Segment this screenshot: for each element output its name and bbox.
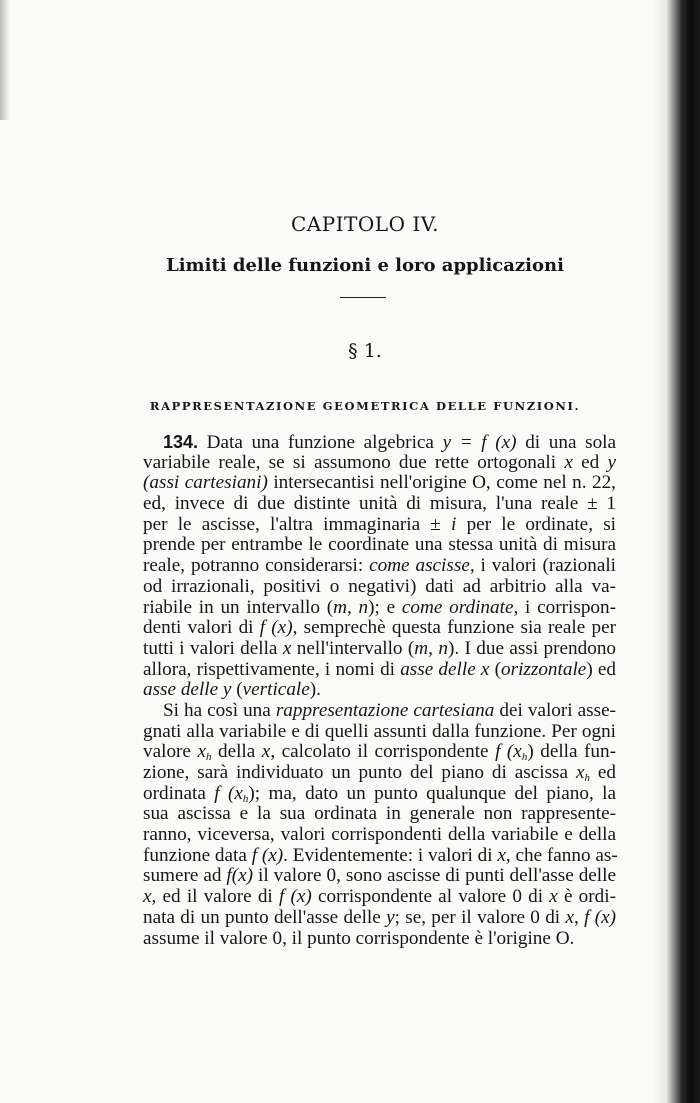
text-segment: intersecantisi nell'origine O, come nel n. 22,	[267, 472, 616, 494]
text-segment: i valori (razionali	[474, 555, 616, 577]
text-line	[143, 577, 616, 598]
text-segment: f (x)	[584, 906, 617, 928]
text-segment: y	[607, 451, 616, 473]
text-segment: ranno, viceversa, valori corrispondenti della variabile e della	[143, 824, 616, 846]
text-segment: x	[282, 637, 292, 659]
text-segment: x	[575, 762, 585, 783]
text-segment: y	[386, 906, 395, 928]
text-line	[143, 680, 616, 701]
text-segment: come ordinate,	[401, 596, 519, 618]
text-segment: x	[549, 886, 558, 908]
text-segment: assume il valore 0, il punto corrispondente è l'origine O.	[143, 927, 575, 949]
text-line	[143, 722, 616, 743]
text-line	[143, 618, 616, 639]
text-segment: per le ascisse, l'altra immaginaria ±	[143, 513, 452, 535]
text-segment: )	[527, 741, 534, 763]
text-segment: , calcolato il corrispondente	[270, 741, 496, 763]
text-segment: ; se, per il valore 0 di	[394, 906, 566, 928]
section-number: § 1.	[348, 340, 382, 362]
text-segment: asse delle x	[400, 658, 490, 680]
text-segment: ).	[309, 679, 321, 701]
text-line	[143, 473, 616, 494]
text-segment: dei valori asse-	[494, 699, 616, 721]
text-segment: rappresentazione cartesiana	[275, 699, 495, 721]
text-segment: . Evidentemente: i valori di	[283, 844, 498, 866]
text-line	[143, 742, 616, 763]
text-segment: , che fanno as-	[505, 844, 618, 866]
text-segment: riabile in un intervallo (	[143, 596, 334, 618]
text-segment: sua ascissa e la sua ordinata in generale non rappresente-	[143, 803, 616, 825]
text-line	[143, 866, 616, 887]
text-segment: x	[143, 886, 152, 908]
text-segment: f (x)	[251, 844, 284, 866]
text-segment: Data una funzione algebrica	[198, 432, 443, 453]
text-line	[143, 660, 616, 681]
divider-rule	[340, 297, 386, 298]
text-segment: x	[497, 844, 506, 866]
text-segment: ordinata	[143, 782, 215, 804]
text-segment: f (x)	[259, 617, 293, 639]
text-segment: orizzontale	[501, 658, 587, 680]
text-segment: m, n	[333, 596, 369, 618]
text-line	[143, 825, 616, 846]
section-heading: RAPPRESENTAZIONE GEOMETRICA DELLE FUNZIONI.	[149, 399, 581, 413]
text-segment: zione, sarà individuato un punto del piano di ascissa	[143, 762, 576, 783]
text-line	[143, 535, 616, 556]
subscript: h	[242, 792, 249, 805]
text-segment: allora, rispettivamente, i nomi di	[143, 658, 401, 680]
text-segment: il valore 0, sono ascisse di punti dell'asse delle	[253, 865, 616, 887]
text-segment: gnati alla variabile e di quelli assunti dalla funzione. Per ogni	[143, 720, 616, 742]
text-segment: m, n	[414, 637, 448, 659]
text-segment: i corrispon-	[518, 596, 616, 618]
text-segment: x	[564, 451, 573, 473]
text-line	[143, 598, 616, 619]
text-segment: (	[489, 658, 502, 680]
text-segment: x	[261, 741, 271, 763]
text-line	[143, 701, 616, 722]
text-segment: x	[565, 906, 574, 928]
text-segment: ed	[589, 762, 616, 783]
text-segment: , semprechè questa funzione sia reale per	[292, 617, 617, 639]
subscript: h	[205, 751, 212, 764]
text-line	[143, 846, 616, 867]
text-segment: y = f (x)	[442, 432, 517, 453]
text-segment: (	[231, 679, 243, 701]
text-segment: ed, invece di due distinte unità di misura, l'una reale ± 1	[143, 493, 616, 515]
text-segment: nata di un punto dell'asse delle	[143, 906, 387, 928]
text-segment: verticale	[242, 679, 310, 701]
text-segment: Si ha così una	[163, 699, 276, 721]
text-line	[143, 929, 616, 950]
text-segment: corrispondente al valore 0 di	[311, 886, 550, 908]
chapter-title: CAPITOLO IV.	[290, 212, 440, 236]
text-segment: f (x)	[278, 886, 312, 908]
text-segment: di una sola	[516, 432, 617, 453]
text-line	[143, 494, 616, 515]
text-segment: (assi cartesiani)	[143, 472, 268, 494]
chapter-subtitle: Limiti delle funzioni e loro applicazioni	[166, 255, 564, 276]
text-line	[143, 784, 616, 805]
text-segment: , ed il valore di	[151, 886, 279, 908]
text-segment: come ascisse,	[369, 555, 475, 577]
text-line	[143, 887, 616, 908]
scan-edge-right	[652, 0, 700, 1103]
text-segment: ,	[573, 906, 585, 928]
text-segment: ); ma, dato un punto qualunque del piano, la	[248, 782, 616, 804]
text-segment: f (x	[495, 741, 522, 763]
text-segment: ). I due assi prendono	[447, 637, 617, 659]
text-segment: è ordi-	[557, 886, 616, 908]
text-line	[143, 804, 616, 825]
text-segment: reale, potranno considerarsi:	[143, 555, 370, 577]
text-line	[143, 763, 616, 784]
text-segment: ); e	[368, 596, 402, 618]
text-segment: denti valori di	[143, 617, 260, 639]
text-segment: asse delle y	[143, 679, 232, 701]
text-segment: ed	[572, 451, 608, 473]
text-segment: variabile reale, se si assumono due rette ortogonali	[143, 451, 565, 473]
text-line	[143, 453, 616, 474]
text-segment: funzione data	[143, 844, 252, 866]
text-segment: ) ed	[586, 658, 616, 680]
text-segment: f (x	[214, 782, 243, 804]
text-line	[143, 556, 616, 577]
text-segment: od irrazionali, positivi o negativi) dati ad arbitrio alla va-	[143, 575, 616, 597]
text-segment: prende per entrambe le coordinate una stessa unità di misura	[143, 534, 616, 556]
text-segment: della fun-	[533, 741, 616, 763]
text-segment: per le ordinate, si	[456, 513, 617, 535]
text-segment: i	[451, 513, 457, 535]
text-segment: valore	[143, 741, 198, 763]
text-segment: x	[197, 741, 206, 763]
paragraph-number: 134.	[163, 432, 199, 452]
text-segment: f(x)	[226, 865, 254, 887]
text-segment: nell'intervallo (	[291, 637, 415, 659]
scan-edge-left	[0, 0, 10, 120]
text-segment: tutti i valori della	[143, 637, 283, 659]
text-line	[143, 639, 616, 660]
text-segment: sumere ad	[143, 865, 227, 887]
text-line	[143, 908, 616, 929]
text-segment: della	[211, 741, 262, 763]
text-line	[143, 432, 616, 453]
subscript: h	[584, 772, 590, 784]
subscript: h	[521, 751, 528, 764]
body-text	[143, 432, 616, 949]
text-line	[143, 515, 616, 536]
